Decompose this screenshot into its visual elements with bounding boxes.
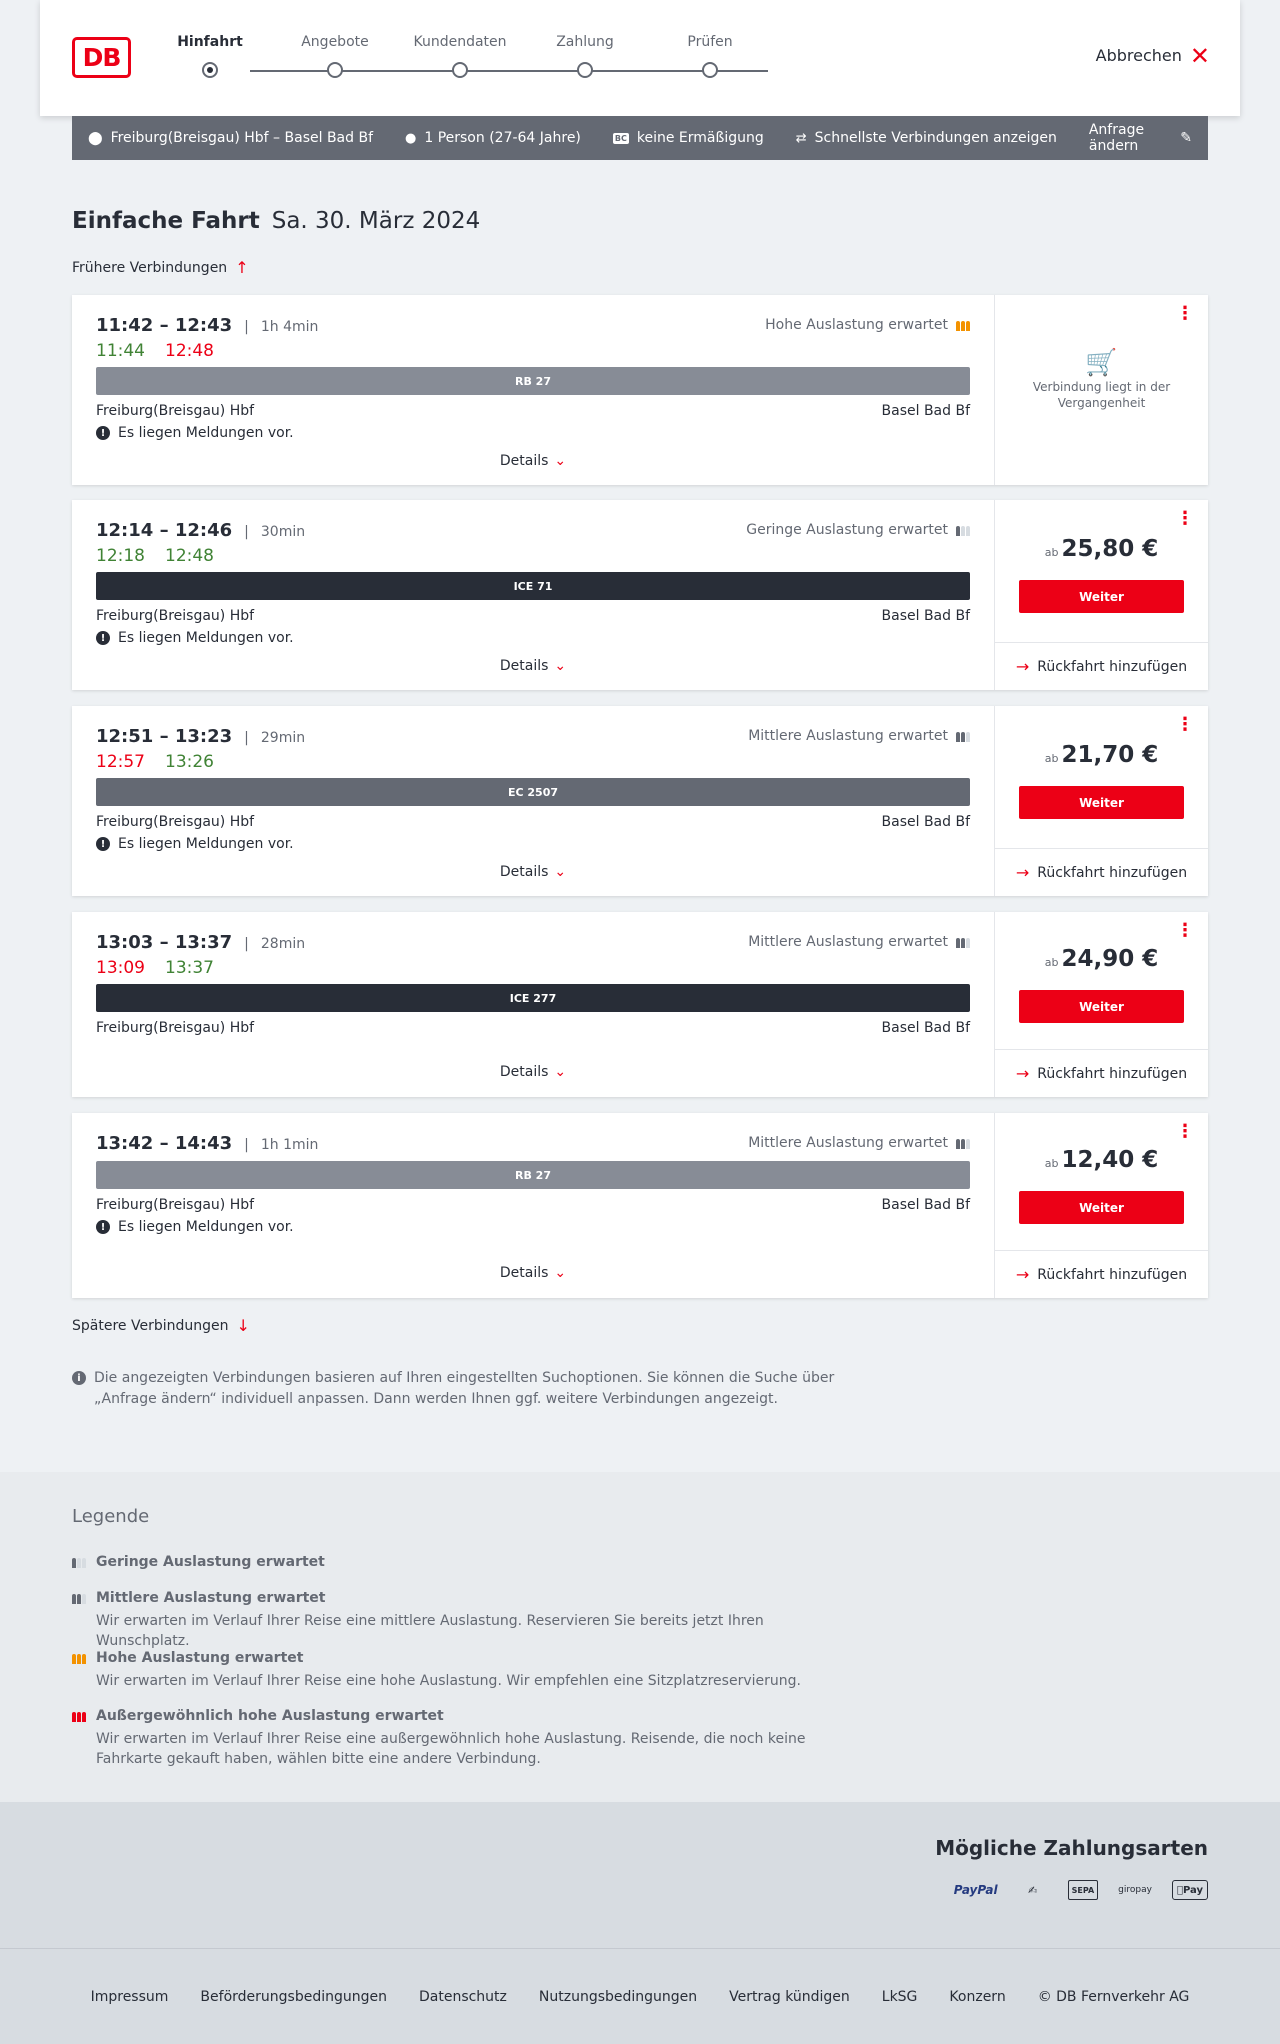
arrow-right-icon: →	[1015, 863, 1030, 882]
legend-section	[0, 1472, 1280, 1802]
details-toggle[interactable]	[72, 453, 994, 469]
origin-station: Freiburg(Breisgau) Hbf	[96, 403, 255, 419]
occupancy-info	[748, 1135, 970, 1151]
realtime-times	[96, 958, 214, 978]
persons-text: 1 Person (27-64 Jahre)	[424, 130, 581, 146]
departure-time: 11:42	[96, 315, 154, 336]
arrow-right-icon: →	[1015, 1265, 1030, 1284]
connection-main	[72, 1113, 994, 1298]
chevron-down-icon: ⌄	[554, 658, 567, 674]
step-label: Angebote	[301, 34, 369, 50]
exclamation-icon: !	[96, 631, 110, 645]
realtime-times	[96, 752, 214, 772]
extreme-occupancy-icon	[72, 1710, 86, 1722]
duration: 30min	[260, 524, 306, 540]
return-label: Rückfahrt hinzufügen	[1037, 1266, 1188, 1283]
time-dash: –	[159, 1133, 169, 1154]
price-prefix: ab	[1044, 956, 1059, 969]
apple-pay-text: Pay	[1182, 1884, 1203, 1896]
earlier-label: Frühere Verbindungen	[72, 259, 228, 276]
departure-time: 13:03	[96, 932, 154, 953]
origin-station: Freiburg(Breisgau) Hbf	[96, 1197, 255, 1213]
footer-link-befoerderungsbedingungen[interactable]: Beförderungsbedingungen	[200, 1988, 387, 2005]
step-dot	[702, 62, 718, 78]
more-options-icon[interactable]: ⋮	[1176, 508, 1194, 529]
persons-summary	[405, 130, 581, 146]
realtime-departure: 11:44	[96, 341, 145, 361]
price	[995, 742, 1208, 768]
step-angebote	[280, 34, 390, 50]
details-label: Details	[499, 1064, 549, 1080]
sepa-icon: SEPA	[1068, 1880, 1099, 1900]
train-bar[interactable]: RB 27	[96, 1161, 970, 1189]
station-row	[96, 814, 970, 830]
price-prefix: ab	[1044, 546, 1059, 559]
db-logo[interactable]: DB	[72, 37, 131, 78]
details-toggle[interactable]	[72, 1265, 994, 1281]
medium-occupancy-icon	[956, 730, 970, 742]
continue-button[interactable]: Weiter	[1019, 1191, 1184, 1224]
giropay-icon: giropay	[1118, 1885, 1152, 1895]
connection-card[interactable]	[72, 1113, 1208, 1298]
apple-pay-icon	[1172, 1880, 1208, 1900]
cancel-button[interactable]	[1095, 41, 1210, 70]
planned-times	[96, 932, 305, 953]
connection-card[interactable]	[72, 912, 1208, 1097]
notice-message	[96, 425, 294, 441]
step-dot	[452, 62, 468, 78]
copyright: © DB Fernverkehr AG	[1037, 1988, 1190, 2005]
occupancy-info	[748, 934, 970, 950]
page-title	[72, 208, 480, 234]
more-options-icon[interactable]: ⋮	[1176, 303, 1194, 324]
paypal-icon: PayPal	[953, 1883, 998, 1897]
medium-occupancy-icon	[956, 936, 970, 948]
separator: |	[244, 936, 249, 952]
departure-time: 13:42	[96, 1133, 154, 1154]
separator: |	[244, 730, 249, 746]
legend-description: Wir erwarten im Verlauf Ihrer Reise eine mittlere Auslastung. Reservieren Sie bereits jetzt Ihren Wunschplatz.	[96, 1613, 764, 1649]
price	[995, 1147, 1208, 1173]
page-footer	[0, 1948, 1280, 2044]
departure-time: 12:14	[96, 520, 154, 541]
notice-text: Es liegen Meldungen vor.	[118, 425, 294, 441]
arrival-time: 12:43	[174, 315, 233, 336]
notice-message	[96, 836, 294, 852]
station-row	[96, 1197, 970, 1213]
arrival-time: 14:43	[174, 1133, 233, 1154]
connection-card[interactable]	[72, 295, 1208, 485]
step-label: Zahlung	[556, 34, 614, 50]
planned-times	[96, 726, 305, 747]
arrow-up-icon: ↑	[235, 258, 249, 277]
duration: 1h 1min	[260, 1137, 319, 1153]
legend-title: Außergewöhnlich hohe Auslastung erwartet	[96, 1708, 444, 1724]
return-label: Rückfahrt hinzufügen	[1037, 1065, 1188, 1082]
details-label: Details	[499, 864, 549, 880]
details-toggle[interactable]	[72, 864, 994, 880]
chevron-down-icon: ⌄	[554, 864, 567, 880]
exclamation-icon: !	[96, 837, 110, 851]
medium-occupancy-icon	[72, 1592, 86, 1604]
trip-type-heading: Einfache Fahrt	[72, 208, 260, 234]
arrow-right-icon: →	[1015, 1064, 1030, 1083]
arrival-time: 13:23	[174, 726, 233, 747]
step-dot	[577, 62, 593, 78]
legend-title: Mittlere Auslastung erwartet	[96, 1590, 326, 1606]
origin-station: Freiburg(Breisgau) Hbf	[96, 814, 255, 830]
add-return-trip-button[interactable]	[995, 848, 1208, 896]
destination-station: Basel Bad Bf	[881, 814, 970, 830]
notice-text: Es liegen Meldungen vor.	[118, 1219, 294, 1235]
add-return-trip-button[interactable]	[995, 642, 1208, 690]
occupancy-text: Mittlere Auslastung erwartet	[748, 728, 948, 744]
continue-button[interactable]: Weiter	[1019, 786, 1184, 819]
price-value: 12,40 €	[1061, 1147, 1159, 1173]
step-zahlung	[530, 34, 640, 50]
bahncard-icon: BC	[614, 133, 627, 143]
cancel-label: Abbrechen	[1095, 46, 1182, 65]
train-bar[interactable]: ICE 277	[96, 984, 970, 1012]
price-value: 21,70 €	[1061, 742, 1159, 768]
occupancy-text: Hohe Auslastung erwartet	[765, 317, 948, 333]
later-connections-link[interactable]	[72, 1316, 250, 1335]
departure-time: 12:51	[96, 726, 154, 747]
realtime-arrival: 12:48	[165, 546, 214, 566]
exclamation-icon: !	[96, 426, 110, 440]
legend-description: Wir erwarten im Verlauf Ihrer Reise eine hohe Auslastung. Wir empfehlen eine Sitzplatzreservierung.	[96, 1673, 801, 1689]
realtime-times	[96, 546, 214, 566]
time-dash: –	[159, 520, 169, 541]
credit-card-icon: ✍	[1028, 1883, 1038, 1897]
train-bar[interactable]: RB 27	[96, 367, 970, 395]
notice-message	[96, 630, 294, 646]
occupancy-info	[748, 728, 970, 744]
past-connection-note	[995, 348, 1208, 411]
connection-card[interactable]	[72, 500, 1208, 690]
high-occupancy-icon	[72, 1652, 86, 1664]
close-icon: ✕	[1189, 41, 1210, 70]
arrow-down-icon: ↓	[236, 1316, 250, 1335]
add-return-trip-button[interactable]	[995, 1049, 1208, 1097]
fastest-connections-option	[796, 130, 1057, 146]
connection-main	[72, 500, 994, 690]
destination-station: Basel Bad Bf	[881, 1197, 970, 1213]
step-label: Kundendaten	[413, 34, 507, 50]
planned-times	[96, 315, 318, 336]
station-row	[96, 403, 970, 419]
return-label: Rückfahrt hinzufügen	[1037, 658, 1188, 675]
details-toggle[interactable]	[72, 658, 994, 674]
realtime-arrival: 12:48	[165, 341, 214, 361]
separator: |	[244, 1137, 249, 1153]
continue-button[interactable]: Weiter	[1019, 580, 1184, 613]
more-options-icon[interactable]: ⋮	[1176, 714, 1194, 735]
step-pruefen	[655, 34, 765, 50]
add-return-trip-button[interactable]	[995, 1250, 1208, 1298]
chevron-down-icon: ⌄	[554, 453, 567, 469]
exclamation-icon: !	[96, 1220, 110, 1234]
progress-stepper	[177, 34, 796, 84]
medium-occupancy-icon	[956, 1137, 970, 1149]
occupancy-text: Mittlere Auslastung erwartet	[748, 1135, 948, 1151]
step-dot	[327, 62, 343, 78]
time-dash: –	[159, 726, 169, 747]
realtime-times	[96, 341, 214, 361]
more-options-icon[interactable]: ⋮	[1176, 920, 1194, 941]
past-text: Verbindung liegt in der Vergangenheit	[1032, 380, 1171, 410]
duration: 28min	[260, 936, 306, 952]
legend-heading: Legende	[72, 1506, 150, 1527]
low-occupancy-icon	[956, 524, 970, 536]
destination-station: Basel Bad Bf	[881, 403, 970, 419]
travel-date: Sa. 30. März 2024	[271, 208, 481, 234]
footer-link-datenschutz[interactable]: Datenschutz	[418, 1988, 507, 2005]
realtime-departure: 12:18	[96, 546, 145, 566]
destination-station: Basel Bad Bf	[881, 608, 970, 624]
realtime-arrival: 13:37	[165, 958, 214, 978]
arrival-time: 12:46	[174, 520, 233, 541]
planned-times	[96, 1133, 318, 1154]
payment-logos	[954, 1878, 1208, 1902]
location-pin-icon: ⬤	[88, 130, 103, 146]
destination-station: Basel Bad Bf	[881, 1020, 970, 1036]
price-prefix: ab	[1044, 752, 1059, 765]
notice-text: Es liegen Meldungen vor.	[118, 836, 294, 852]
price	[995, 946, 1208, 972]
arrival-time: 13:37	[174, 932, 233, 953]
price-prefix: ab	[1044, 1157, 1059, 1170]
planned-times	[96, 520, 305, 541]
offer-panel	[994, 706, 1208, 896]
legend-title: Hohe Auslastung erwartet	[96, 1650, 304, 1666]
occupancy-info	[746, 522, 970, 538]
price-value: 24,90 €	[1061, 946, 1159, 972]
station-row	[96, 1020, 970, 1036]
details-label: Details	[499, 1265, 549, 1281]
more-options-icon[interactable]: ⋮	[1176, 1121, 1194, 1142]
step-kundendaten	[405, 34, 515, 50]
details-label: Details	[499, 453, 549, 469]
payment-methods-section	[0, 1802, 1280, 1948]
separator: |	[244, 319, 249, 335]
offer-panel	[994, 500, 1208, 690]
fastest-text: Schnellste Verbindungen anzeigen	[814, 130, 1057, 146]
train-bar[interactable]: ICE 71	[96, 572, 970, 600]
details-toggle[interactable]	[72, 1064, 994, 1080]
search-info-note	[72, 1368, 872, 1410]
duration: 29min	[260, 730, 306, 746]
time-dash: –	[159, 932, 169, 953]
chevron-down-icon: ⌄	[554, 1265, 567, 1281]
pencil-icon: ✎	[1180, 130, 1192, 146]
cart-disabled-icon: 🛒	[1085, 348, 1118, 378]
connection-main	[72, 912, 994, 1097]
time-dash: –	[159, 315, 169, 336]
connection-main	[72, 295, 994, 485]
offer-panel	[994, 912, 1208, 1097]
legend-item-high	[72, 1650, 852, 1691]
footer-link-vertrag-kuendigen[interactable]: Vertrag kündigen	[729, 1988, 850, 2005]
origin-station: Freiburg(Breisgau) Hbf	[96, 608, 255, 624]
offer-panel	[994, 1113, 1208, 1298]
step-hinfahrt	[155, 34, 265, 50]
origin-station: Freiburg(Breisgau) Hbf	[96, 1020, 255, 1036]
step-label: Prüfen	[687, 34, 733, 50]
occupancy-text: Geringe Auslastung erwartet	[746, 522, 948, 538]
info-icon: i	[72, 1371, 86, 1385]
notice-text: Es liegen Meldungen vor.	[118, 630, 294, 646]
chevron-down-icon: ⌄	[554, 1064, 567, 1080]
separator: |	[244, 524, 249, 540]
payment-heading: Mögliche Zahlungsarten	[935, 1836, 1208, 1860]
edit-search-label: Anfrage ändern	[1088, 122, 1145, 154]
details-label: Details	[499, 658, 549, 674]
arrow-right-icon: →	[1015, 657, 1030, 676]
occupancy-info	[765, 317, 970, 333]
realtime-arrival: 13:26	[165, 752, 214, 772]
booking-header	[40, 0, 1240, 116]
footer-link-konzern[interactable]: Konzern	[949, 1988, 1006, 2005]
route-text: Freiburg(Breisgau) Hbf – Basel Bad Bf	[110, 130, 373, 146]
step-label: Hinfahrt	[177, 34, 243, 50]
legend-item-extreme	[72, 1708, 852, 1769]
earlier-connections-link[interactable]	[72, 258, 249, 277]
swap-arrows-icon: ⇄	[795, 130, 807, 146]
train-bar[interactable]: EC 2507	[96, 778, 970, 806]
high-occupancy-icon	[956, 319, 970, 331]
low-occupancy-icon	[72, 1556, 86, 1568]
legend-item-medium	[72, 1590, 852, 1651]
person-icon: ●	[405, 130, 417, 146]
price	[995, 536, 1208, 562]
continue-button[interactable]: Weiter	[1019, 990, 1184, 1023]
search-summary-bar	[72, 116, 1208, 160]
duration: 1h 4min	[260, 319, 319, 335]
realtime-departure: 13:09	[96, 958, 145, 978]
connection-main	[72, 706, 994, 896]
notice-message	[96, 1219, 294, 1235]
edit-search-button[interactable]	[1089, 122, 1192, 154]
route-summary	[88, 130, 373, 146]
footer-link-nutzungsbedingungen[interactable]: Nutzungsbedingungen	[538, 1988, 698, 2005]
connection-card[interactable]	[72, 706, 1208, 896]
legend-description: Wir erwarten im Verlauf Ihrer Reise eine außergewöhnlich hohe Auslastung. Reisende, die noch keine Fahrkarte gekauft haben, wählen bitte eine andere Verbindung.	[96, 1731, 806, 1767]
offer-panel	[994, 295, 1208, 485]
footer-link-impressum[interactable]: Impressum	[90, 1988, 169, 2005]
legend-item-low	[72, 1554, 852, 1570]
discount-text: keine Ermäßigung	[636, 130, 764, 146]
return-label: Rückfahrt hinzufügen	[1037, 864, 1188, 881]
station-row	[96, 608, 970, 624]
price-value: 25,80 €	[1061, 536, 1159, 562]
info-text: Die angezeigten Verbindungen basieren auf Ihren eingestellten Suchoptionen. Sie können die Suche über „Anfrage ändern“ individuell anpassen. Dann werden Ihnen ggf. weitere Verbindungen angezeigt.	[94, 1370, 835, 1407]
legend-title: Geringe Auslastung erwartet	[96, 1554, 325, 1570]
occupancy-text: Mittlere Auslastung erwartet	[748, 934, 948, 950]
realtime-departure: 12:57	[96, 752, 145, 772]
step-dot	[202, 62, 218, 78]
discount-summary	[613, 130, 764, 146]
later-label: Spätere Verbindungen	[72, 1317, 229, 1334]
footer-link-lksg[interactable]: LkSG	[881, 1988, 918, 2005]
